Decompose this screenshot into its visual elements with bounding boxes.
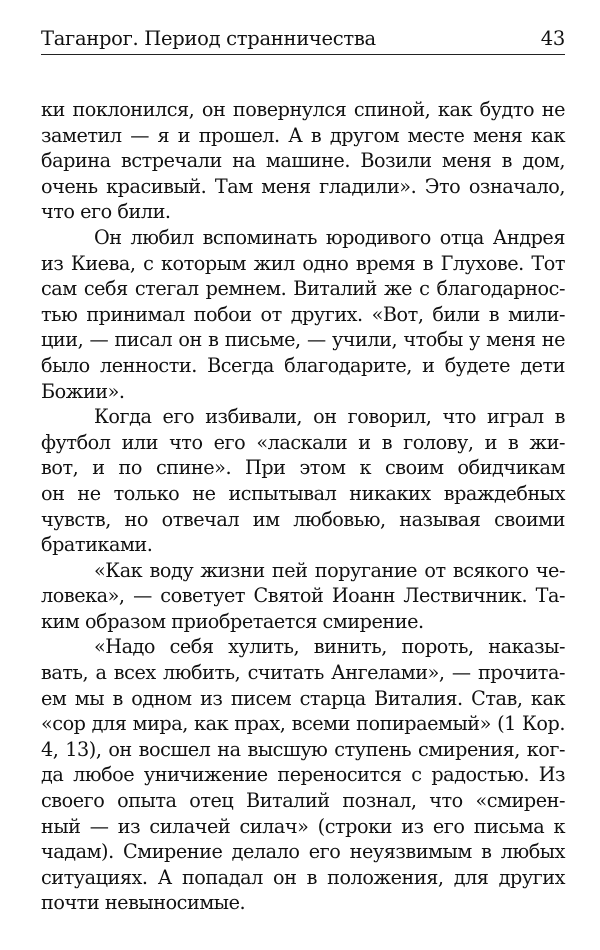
text-line: что его били. [41, 200, 171, 224]
text-line: вать, а всех любить, считать Ангелами», — прочита- [41, 661, 565, 685]
paragraph-first-line: Он любил вспоминать юродивого отца Андрея [94, 225, 565, 249]
running-head-title: Таганрог. Период странничества [41, 27, 376, 50]
text-line: ции, — писал он в письме, — учили, чтобы у меня не [41, 328, 565, 352]
text-line: «сор для мира, как прах, всеми попираемый» (1 Кор. [41, 712, 565, 736]
running-head [41, 26, 565, 55]
text-line: Божии». [41, 379, 125, 403]
paragraph-first-line: Когда его избивали, он говорил, что играл в [94, 405, 565, 429]
text-line: очень красивый. Там меня гладили». Это означало, [41, 174, 565, 198]
text-line: да любое уничижение переносится с радостью. Из [41, 763, 565, 787]
text-line: ем мы в одном из писем старца Виталия. Став, как [41, 686, 565, 710]
text-line: футбол или что его «ласкали и в голову, и в жи- [41, 430, 565, 454]
text-line: братиками. [41, 533, 153, 557]
text-line: вот, и по спине». При этом к своим обидчикам [41, 456, 565, 480]
body-text [41, 97, 565, 916]
text-line: заметил — я и прошел. А в другом месте меня как [41, 123, 565, 147]
text-line: ситуациях. А попадал он в положения, для других [41, 865, 565, 889]
text-line: чадам). Смирение делало его неуязвимым в любых [41, 840, 565, 864]
text-line: было ленности. Всегда благодарите, и будете дети [41, 353, 565, 377]
text-line: сам себя стегал ремнем. Виталий же с благодарнос- [41, 277, 565, 301]
text-line: он не только не испытывал никаких враждебных [41, 481, 565, 505]
text-line: барина встречали на машине. Возили меня в дом, [41, 149, 565, 173]
text-line: из Киева, с которым жил одно время в Глухове. Тот [41, 251, 565, 275]
text-line: своего опыта отец Виталий познал, что «смирен- [41, 789, 565, 813]
text-line: ный — из силачей силач» (строки из его письма к [41, 814, 565, 838]
text-line: почти невыносимые. [41, 891, 246, 915]
paragraph-first-line: «Как воду жизни пей поругание от всякого че- [94, 558, 565, 582]
text-line: 4, 13), он восшел на высшую ступень смирения, ког- [41, 737, 565, 761]
paragraph-first-line: «Надо себя хулить, винить, пороть, наказы- [94, 635, 565, 659]
text-line: чувств, но отвечал им любовью, называя своими [41, 507, 565, 531]
text-line: ки поклонился, он повернулся спиной, как будто не [41, 98, 565, 121]
text-line: ловека», — советует Святой Иоанн Лествичник. Та- [41, 584, 565, 608]
text-line: тью принимал побои от других. «Вот, били в мили- [41, 302, 565, 326]
page-number: 43 [540, 27, 565, 50]
text-line: ким образом приобретается смирение. [41, 609, 424, 633]
